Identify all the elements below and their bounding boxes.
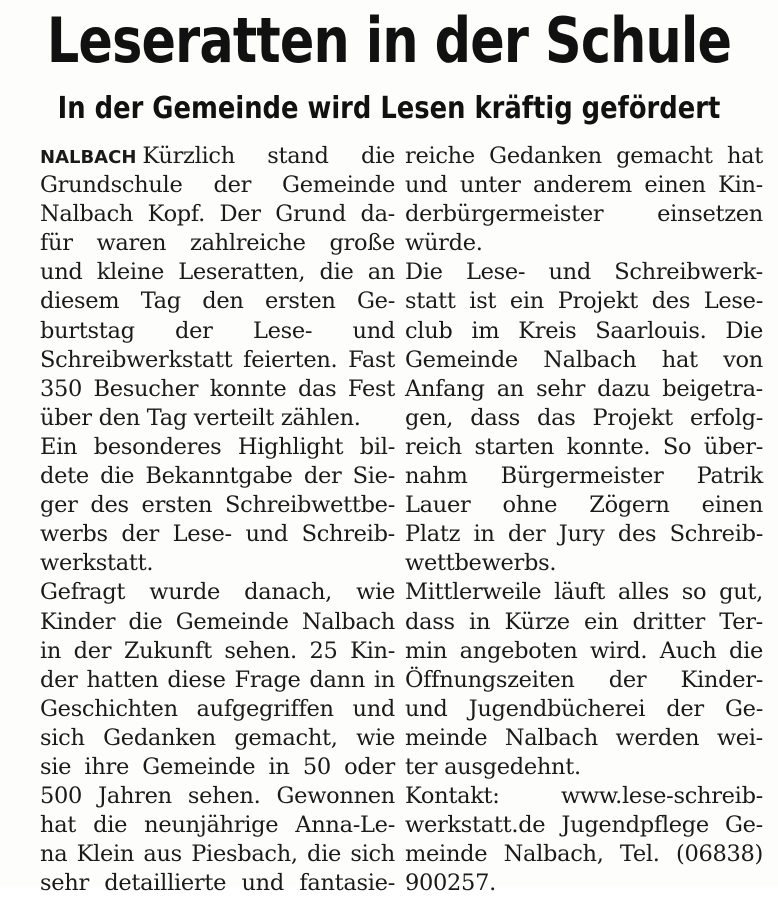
article-subheadline: In der Gemeinde wird Lesen kräftig gefördert [57,90,721,126]
text-line: club im Kreis Saarlouis. Die [405,317,763,344]
text-line: Anfang an sehr dazu beigetra- [405,375,763,402]
text-line: na Klein aus Piesbach, die sich [40,841,395,868]
text-line: Öffnungszeiten der Kinder- [405,666,763,693]
text-line: 350 Besucher konnte das Fest [40,375,395,402]
text-line: min angeboten wird. Auch die [405,637,763,664]
text-line: ter ausgedehnt. [405,753,581,780]
text-line: Ein besonderes Highlight bil- [40,433,395,460]
text-line: Nalbach Kopf. Der Grund da- [40,201,395,228]
text-line: Schreibwerkstatt feierten. Fast [40,346,395,373]
text-line: Kinder die Gemeinde Nalbach [40,608,395,635]
text-line: Geschichten aufgegriffen und [40,695,395,722]
text-line: werbs der Lese- und Schreib- [40,521,395,548]
text-line: burtstag der Lese- und [40,317,395,344]
text-line: für waren zahlreiche große [40,230,395,257]
text-line: diesem Tag den ersten Ge- [40,288,395,315]
text-line: Platz in der Jury des Schreib- [405,521,763,548]
dateline: NALBACH [40,147,137,168]
text-line: sie ihre Gemeinde in 50 oder [40,753,395,780]
text-line: gen, dass das Projekt erfolg- [405,404,763,431]
text-line: 500 Jahren sehen. Gewonnen [40,783,395,810]
text-line [40,142,395,171]
text-line: Mittlerweile läuft alles so gut, [405,579,763,606]
text-line: 900257. [405,870,496,897]
text-line: wettbewerbs. [405,550,557,577]
text-line: meinde Nalbach werden wei- [405,724,763,751]
text-line: meinde Nalbach, Tel. (06838) [405,841,763,868]
text-line: dass in Kürze ein dritter Ter- [405,608,763,635]
column-gutter [398,150,399,870]
text-line: sich Gedanken gemacht, wie [40,724,395,751]
text-line: und unter anderem einen Kin- [405,172,763,199]
article-column-right [405,142,763,898]
text-line: würde. [405,230,483,257]
text-line: dete die Bekanntgabe der Sie- [40,463,395,490]
text-line: Die Lese- und Schreibwerk- [405,259,763,286]
text-line: Gefragt wurde danach, wie [40,579,395,606]
text-line: über den Tag verteilt zählen. [40,404,361,431]
text-line: werkstatt.de Jugendpflege Ge- [405,812,763,839]
text-line: und kleine Leseratten, die an [40,259,395,286]
text-line: werkstatt. [40,550,154,577]
text-line: statt ist ein Projekt des Lese- [405,288,763,315]
text-line: ger des ersten Schreibwettbe- [40,492,395,519]
text-line: reiche Gedanken gemacht hat [405,143,763,169]
text-line: Kontakt: www.lese-schreib- [405,783,763,810]
text-line: hat die neunjährige Anna-Le- [40,812,395,839]
article-headline: Leseratten in der Schule [46,3,732,77]
text-line-content: Kürzlich stand die [142,143,395,169]
text-line: nahm Bürgermeister Patrik [405,463,763,490]
text-line: Lauer ohne Zögern einen [405,492,763,519]
text-line: in der Zukunft sehen. 25 Kin- [40,637,395,664]
text-line: sehr detaillierte und fantasie- [40,870,395,897]
text-line: reich starten konnte. So über- [405,433,763,460]
text-line: Grundschule der Gemeinde [40,172,395,199]
text-line: Gemeinde Nalbach hat von [405,346,763,373]
article-column-left [40,142,395,898]
text-line: der hatten diese Frage dann in [40,666,395,693]
text-line: und Jugendbücherei der Ge- [405,695,763,722]
text-line: derbürgermeister einsetzen [405,201,763,228]
